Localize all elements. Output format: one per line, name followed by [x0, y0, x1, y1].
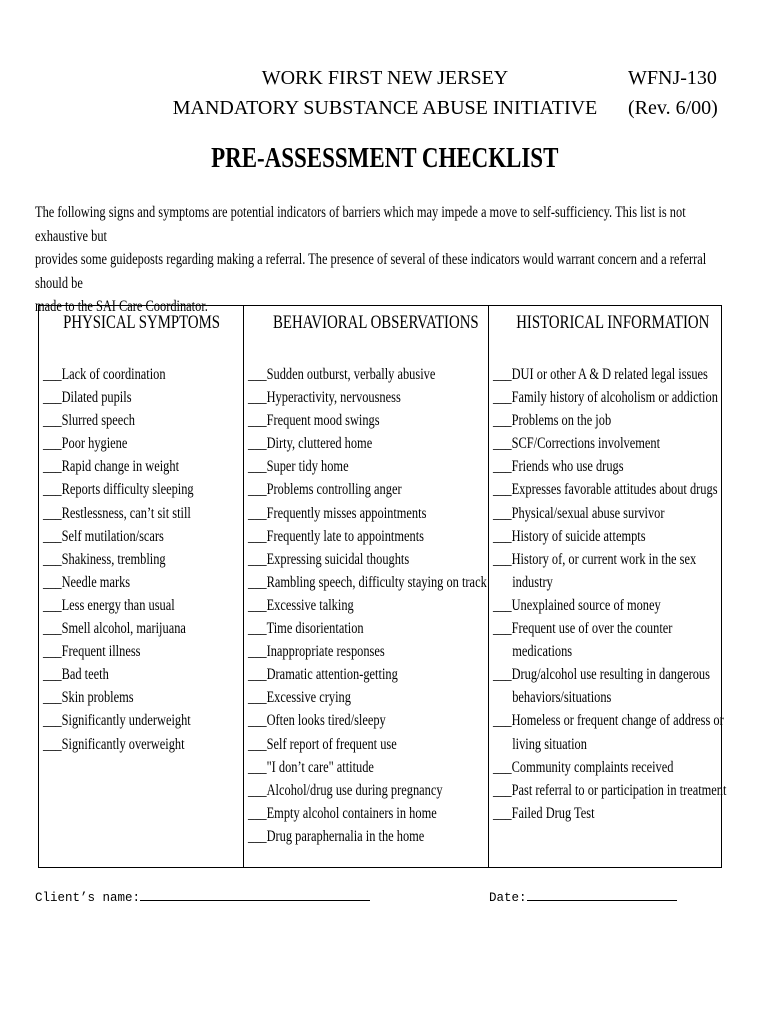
checklist-item: ___Restlessness, can’t sit still	[43, 504, 191, 522]
checklist-items	[248, 363, 488, 848]
intro-paragraph	[35, 201, 723, 319]
checklist-item: ___Dilated pupils	[43, 389, 132, 407]
checklist-item: ___Lack of coordination	[43, 366, 166, 383]
checklist-item: ___Reports difficulty sleeping	[43, 481, 194, 499]
behavioral-observations-column	[244, 306, 488, 867]
column-heading	[489, 312, 721, 334]
column-heading-text: HISTORICAL INFORMATION	[515, 312, 710, 333]
checklist-item: ___Empty alcohol containers in home	[248, 804, 438, 822]
checklist-item: ___Bad teeth	[43, 666, 109, 684]
checklist-item: ___Frequent use of over the counter	[492, 620, 673, 638]
checklist-item: ___Frequent mood swings	[248, 412, 380, 430]
checklist-item-continuation: industry	[511, 573, 553, 591]
checklist-item: ___Significantly underweight	[43, 712, 191, 730]
checklist-item: ___Failed Drug Test	[492, 804, 595, 822]
client-name-label: Client’s name:	[35, 891, 141, 905]
form-revision: (Rev. 6/00)	[628, 97, 718, 119]
checklist-item: ___Poor hygiene	[43, 435, 128, 453]
checklist-item: ___Family history of alcoholism or addiction	[492, 389, 718, 407]
checklist-item: ___Rapid change in weight	[43, 458, 180, 476]
checklist-items	[493, 363, 725, 825]
checklist-item: ___Drug/alcohol use resulting in dangerous	[492, 666, 710, 684]
checklist-item: ___Inappropriate responses	[248, 643, 386, 661]
checklist-item: ___Super tidy home	[248, 458, 349, 476]
client-name-line[interactable]	[140, 888, 370, 901]
checklist-item: ___Needle marks	[43, 573, 131, 591]
intro-line: made to the SAI Care Coordinator.	[35, 298, 208, 315]
checklist-item: ___Often looks tired/sleepy	[248, 712, 387, 730]
checklist-items	[43, 363, 275, 756]
checklist-item: ___Frequent illness	[43, 643, 141, 661]
checklist-item: ___Homeless or frequent change of address or	[492, 712, 724, 730]
client-name-field[interactable]	[35, 888, 370, 905]
checklist-item: ___Slurred speech	[43, 412, 135, 430]
checklist-item: ___Expressing suicidal thoughts	[248, 550, 410, 568]
form-id: WFNJ-130	[628, 67, 717, 89]
page-title-text: PRE-ASSESSMENT CHECKLIST	[211, 143, 559, 174]
checklist-item: ___Dirty, cluttered home	[248, 435, 373, 453]
checklist-item: ___Physical/sexual abuse survivor	[492, 504, 665, 522]
column-heading	[39, 312, 243, 334]
form-number-block	[628, 63, 718, 123]
header-program: WORK FIRST NEW JERSEY	[261, 67, 509, 89]
checklist-item: ___Friends who use drugs	[492, 458, 624, 476]
checklist-item: ___Excessive crying	[248, 689, 352, 707]
checklist-item: ___"I don’t care" attitude	[248, 758, 375, 776]
column-heading	[244, 312, 487, 334]
checklist-item: ___History of suicide attempts	[492, 527, 646, 545]
checklist-item: ___Dramatic attention-getting	[248, 666, 399, 684]
checklist-item: ___SCF/Corrections involvement	[492, 435, 660, 453]
checklist-item: ___Skin problems	[43, 689, 134, 707]
checklist-item: ___Drug paraphernalia in the home	[248, 827, 425, 845]
intro-line: provides some guideposts regarding making a referral. The presence of several of these indicators would warrant concern and a referral should be	[35, 251, 707, 292]
checklist-table	[38, 305, 727, 868]
checklist-item: ___Unexplained source of money	[492, 596, 661, 614]
checklist-item: ___Rambling speech, difficulty staying on track	[248, 573, 488, 591]
checklist-item: ___Hyperactivity, nervousness	[248, 389, 402, 407]
checklist-item: ___Community complaints received	[492, 758, 674, 776]
checklist-item: ___Time disorientation	[248, 620, 365, 638]
checklist-item-continuation: medications	[511, 643, 572, 661]
column-heading-text: PHYSICAL SYMPTOMS	[62, 312, 220, 333]
date-line[interactable]	[527, 888, 677, 901]
checklist-item: ___Problems on the job	[492, 412, 611, 430]
column-heading-text: BEHAVIORAL OBSERVATIONS	[273, 312, 480, 333]
page-title	[0, 143, 770, 175]
intro-line: The following signs and symptoms are potential indicators of barriers which may impede a move to self-sufficiency. This list is not exhaustive but	[35, 204, 686, 245]
checklist-item: ___Shakiness, trembling	[43, 550, 166, 568]
checklist-item-continuation: behaviors/situations	[511, 689, 612, 707]
checklist-item: ___Self mutilation/scars	[43, 527, 164, 545]
header-initiative: MANDATORY SUBSTANCE ABUSE INITIATIVE	[172, 97, 598, 119]
checklist-item: ___Less energy than usual	[43, 596, 175, 614]
checklist-item-continuation: living situation	[511, 735, 587, 753]
checklist-item: ___Frequently misses appointments	[248, 504, 427, 522]
checklist-item: ___Alcohol/drug use during pregnancy	[248, 781, 443, 799]
date-field[interactable]	[489, 888, 677, 905]
checklist-item: ___Past referral to or participation in treatment	[492, 781, 727, 799]
historical-information-column	[489, 306, 727, 867]
checklist-item: ___Sudden outburst, verbally abusive	[248, 366, 436, 383]
checklist-item: ___Expresses favorable attitudes about drugs	[492, 481, 718, 499]
checklist-item: ___History of, or current work in the sex	[492, 550, 696, 568]
checklist-item: ___Excessive talking	[248, 596, 355, 614]
checklist-item: ___Smell alcohol, marijuana	[43, 620, 186, 638]
checklist-item: ___DUI or other A & D related legal issues	[492, 366, 708, 383]
checklist-item: ___Frequently late to appointments	[248, 527, 425, 545]
physical-symptoms-column	[39, 306, 244, 867]
checklist-item: ___Significantly overweight	[43, 735, 185, 753]
checklist-item: ___Self report of frequent use	[248, 735, 398, 753]
checklist-item: ___Problems controlling anger	[248, 481, 403, 499]
date-label: Date:	[489, 891, 527, 905]
